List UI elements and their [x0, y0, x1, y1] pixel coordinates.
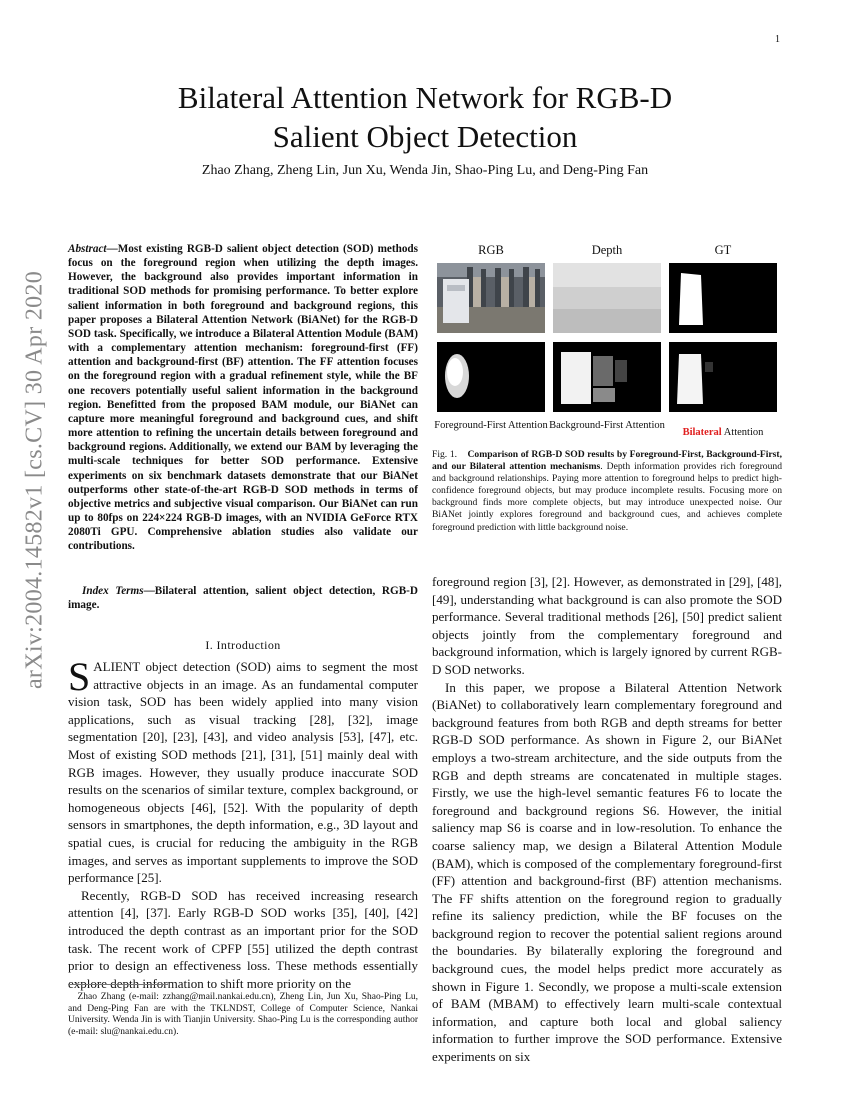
bilateral-rest: Attention: [721, 427, 764, 438]
section-heading: I. Introduction: [205, 638, 281, 652]
ff-label: Foreground-First Attention: [434, 420, 548, 431]
authors: Zhao Zhang, Zheng Lin, Jun Xu, Wenda Jin, Shao-Ping Lu, and Deng-Ping Fan: [201, 163, 649, 178]
paper-title: [70, 78, 780, 156]
footnote: Zhao Zhang (e-mail: zzhang@mail.nankai.edu.cn), Zheng Lin, Jun Xu, Shao-Ping Lu, and Deng-Ping Fan are with the TKLNDST, College of Computer Science, Nankai University. Wenda Jin is with Tianjin University. Shao-Ping Lu is the corresponding author (e-mail: slu@nankai.edu.cn).: [68, 992, 418, 1037]
index-terms-text: —Bilateral attention, salient object detection, RGB-D image.: [68, 585, 418, 612]
introduction-body: [68, 654, 418, 992]
col-label-gt: GT: [714, 243, 732, 257]
bilateral-attention-image: [669, 342, 777, 412]
index-terms: [68, 584, 418, 612]
bilateral-word: Bilateral: [682, 427, 722, 438]
right-column-body: [432, 573, 782, 1066]
right-paragraph-1: foreground region [3], [2]. However, as demonstrated in [29], [48], [49], understanding what background is can also promote the SOD performance. Several traditional methods [26], [50] predict salient objects jointly from the complementary foreground and background information, which is largely ignored by current RGB-D SOD networks.: [432, 574, 782, 677]
abstract-label: Abstract: [68, 243, 107, 255]
title-line-2: Salient Object Detection: [272, 119, 578, 154]
bf-label: Background-First Attention: [549, 420, 665, 431]
ff-attention-image: [437, 342, 545, 412]
intro-paragraph-1: [68, 654, 418, 887]
footnote-rule: [68, 984, 168, 985]
intro-p1-text: ALIENT object detection (SOD) aims to segment the most attractive objects in an image. As an fundamental computer vision task, SOD has been widely applied into many vision applications, such as visual tracking [28], [32], image segmentation [20], [23], [43], and video analysis [53], [47], etc. Most of existing SOD methods [21], [31], [51] mainly deal with RGB images. However, they usually produce inaccurate SOD results on the scenarios of similar texture, complex background, or homogeneous objects [46], [52]. With the popularity of depth sensors in smartphones, the depth information, e.g., 3D layout and spatial cues, is crucial for reducing the ambiguity in the RGB images, and serves as important supplements to improve the SOD performance [25].: [68, 659, 418, 886]
intro-paragraph-2: Recently, RGB-D SOD has received increasing research attention [4], [37]. Early RGB-D SOD works [35], [40], [42] introduced the depth contrast as an important prior for the SOD task. The recent work of CPFP [55] utilized the depth contrast prior to design an effectiveness loss. These methods essentially explore depth information to shift more priority on the: [68, 887, 418, 991]
page-number: 1: [775, 34, 780, 45]
abstract: [68, 242, 418, 553]
figure-1: [432, 243, 782, 448]
drop-cap: S: [68, 654, 91, 699]
figure-1-caption: [432, 449, 782, 534]
col-label-rgb: RGB: [478, 243, 504, 257]
depth-image: [553, 263, 661, 333]
index-terms-label: Index Terms: [82, 585, 144, 597]
right-paragraph-2: In this paper, we propose a Bilateral Attention Network (BiANet) to collaboratively learn complementary foreground and background features from both RGB and depth streams for better RGB-D SOD performance. As shown in Figure 2, our BiANet employs a two-stream architecture, and the side outputs from the RGB and depth streams are concatenated in multiple stages. Firstly, we use the high-level semantic features F6 to locate the foreground and background regions S6. However, the initial saliency map S6 is coarse and in low-resolution. To enhance the coarse saliency map, we design a Bilateral Attention Module (BAM), which is composed of the complementary foreground-first (FF) attention and background-first (BF) attention mechanisms. The FF shifts attention on the foreground region to gradually refine its saliency prediction, while the BF focuses on the background region to recover the potential salient regions around the boundaries. By bilaterally exploring the foreground and background cues, the model helps predict more accurately as shown in Figure 1. Secondly, we propose a multi-scale extension of BAM (MBAM) to effectively learn multi-scale contextual information, and capture both local and global saliency information to further improve the SOD performance. Extensive experiments on six: [432, 679, 782, 1065]
rgb-image: [437, 263, 545, 333]
caption-bold: Comparison of RGB-D SOD results by Foreground-First, Background-First, and our Bilateral attention mechanisms: [432, 449, 783, 473]
arxiv-stamp-text: arXiv:2004.14582v1 [cs.CV] 30 Apr 2020: [21, 270, 48, 690]
caption-label: Fig. 1.: [432, 449, 458, 460]
caption-rest: . Depth information provides rich foreground and background relationships. Paying more attention to foreground helps to predict high-confidence foreground objects, but may produce incomplete results. Focusing more on background finds more complete objects, but may introduce unexpected noise. Our BiANet jointly explores foreground and background cues, and achieves complete foreground prediction with little background noise.: [432, 461, 782, 533]
bf-attention-image: [553, 342, 661, 412]
title-line-1: Bilateral Attention Network for RGB-D: [177, 80, 673, 115]
arxiv-stamp: [10, 270, 60, 690]
gt-image: [669, 263, 777, 333]
abstract-text: —Most existing RGB-D salient object detection (SOD) methods focus on the foreground region when utilizing the depth images. However, the background also provides important information in traditional SOD methods for promising performance. To better explore salient information in both foreground and background regions, this paper proposes a Bilateral Attention Network (BiANet) for the RGB-D SOD task. Specifically, we introduce a Bilateral Attention Module (BAM) with a complementary attention mechanism: foreground-first (FF) attention and background-first (BF) attention. The FF attention focuses on the foreground region with a gradual refinement style, while the BF one recovers potentially useful salient information in the background region. Benefitted from the proposed BAM module, our BiANet can capture more meaningful foreground and background cues, and shift more attention to refining the uncertain details between foreground and background regions. Additionally, we extend our BAM by leveraging the multi-scale techniques for better SOD performance. Extensive experiments on six benchmark datasets demonstrate that our BiANet outperforms other state-of-the-art RGB-D SOD methods in terms of objective metrics and subjective visual comparison. Our BiANet can run up to 80fps on 224×224 RGB-D images, with an NVIDIA GeForce RTX 2080Ti GPU. Comprehensive ablation studies also validate our contributions.: [68, 243, 418, 553]
bilateral-label: [664, 426, 782, 439]
col-label-depth: Depth: [591, 243, 623, 257]
